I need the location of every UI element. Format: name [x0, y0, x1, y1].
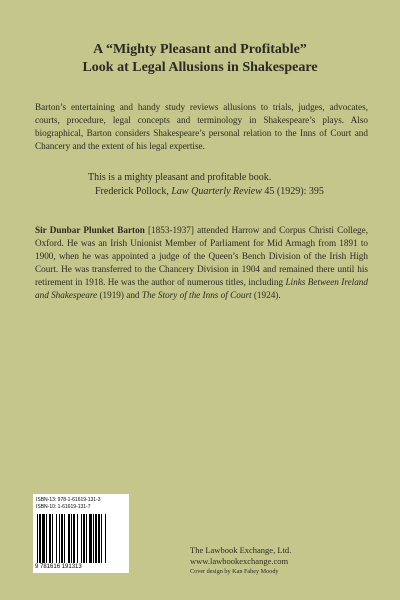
cover-credit: Cover design by Kan Fahey Moody	[190, 568, 279, 575]
publisher-name: The Lawbook Exchange, Ltd.	[190, 545, 292, 555]
bio-book-1: Links Between Ireland and Shakespeare	[35, 277, 368, 300]
bio-book-2: The Story of the Inns of Court	[141, 290, 252, 300]
isbn-barcode	[33, 494, 129, 573]
description-paragraph: Barton’s entertaining and handy study reviews allusions to trials, judges, advocates, courts, procedure, legal concepts and terminology in Shakespeare’s plays. Also biographical, Barton considers Shakespeare’s personal relation to the Inns of Court and Chancery and the extent of his legal expertise.	[35, 102, 368, 151]
author-bio	[35, 224, 368, 302]
reviewer-name: Frederick Pollock,	[95, 185, 169, 197]
quote-attribution	[88, 185, 388, 199]
isbn-lines	[36, 497, 101, 511]
title-line-2: Look at Legal Allusions in Shakespeare	[82, 60, 318, 75]
bio-text-1: [1853-1937] attended Harrow and Corpus Christi College, Oxford. He was an Irish Unionist Member of Parliament for Mid Armagh from 1891 to 1900, when he was appointed a judge of the Queen’s Bench Division of the Irish High Court. He was transferred to the Chancery Division in 1904 and remained there until his retirement in 1918. He was the author of numerous titles, including	[35, 225, 368, 287]
bio-text-2: (1919) and	[97, 290, 142, 300]
journal-citation: 45 (1929): 395	[264, 185, 324, 197]
author-name: Sir Dunbar Plunket Barton	[35, 225, 145, 235]
journal-title: Law Quarterly Review	[171, 185, 262, 197]
barcode-bars	[37, 514, 125, 563]
bio-text-3: (1924).	[251, 290, 281, 300]
barcode-digits: 9 781616 191313	[35, 564, 82, 570]
quote-text: This is a mighty pleasant and profitable book.	[88, 172, 272, 183]
isbn-10: ISBN-10: 1-61619-131-7	[36, 504, 91, 510]
isbn-13: ISBN-13: 978-1-61619-131-3	[36, 497, 101, 503]
review-quote	[88, 171, 388, 198]
title-line-1: A “Mighty Pleasant and Profitable”	[93, 42, 307, 57]
cover-title	[0, 41, 400, 77]
publisher-block	[190, 545, 390, 576]
publisher-url: www.lawbookexchange.com	[190, 556, 289, 566]
